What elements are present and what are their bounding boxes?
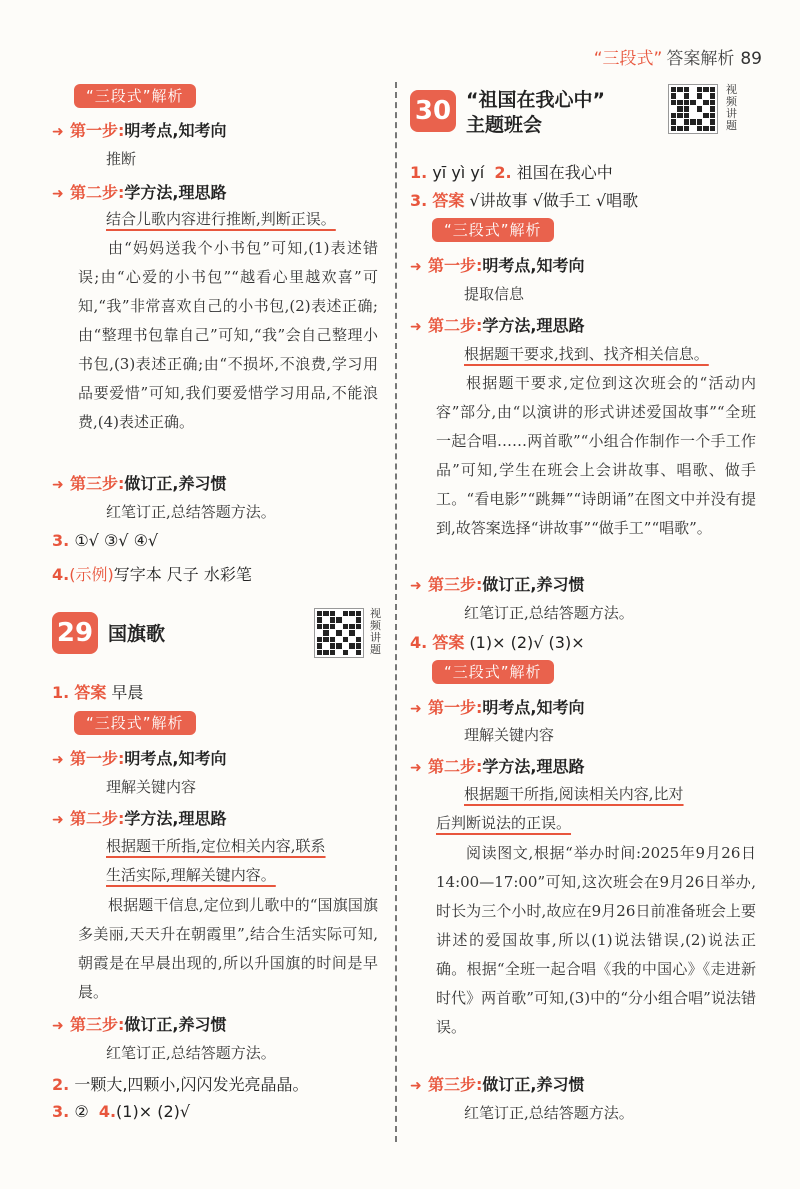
answer-3: 3. ①√ ③√ ④√	[52, 531, 159, 550]
lesson-30-answer-3: 3. 答案 √讲故事 √做手工 √唱歌	[410, 191, 639, 210]
page-header	[594, 44, 762, 69]
step-two-body: 根据题干所指,定位相关内容,联系	[106, 837, 326, 855]
step-two: ➜ 第二步:学方法,理思路	[410, 316, 585, 335]
step-one: ➜ 第一步:明考点,知考向	[410, 256, 585, 275]
step-two-body: 根据题干所指,阅读相关内容,比对	[464, 785, 684, 803]
lesson-29-answer-1: 1. 答案 早晨	[52, 683, 144, 702]
step-two-body: 根据题干要求,找到、找齐相关信息。	[464, 345, 709, 363]
lesson-29-answer-2: 2. 一颗大,四颗小,闪闪发光亮晶晶。	[52, 1075, 309, 1094]
column-divider	[395, 82, 397, 1142]
page-number: 89	[740, 49, 762, 69]
arrow-icon: ➜	[52, 186, 64, 202]
step-three-body: 红笔订正,总结答题方法。	[106, 503, 276, 521]
arrow-icon: ➜	[410, 319, 422, 335]
arrow-icon: ➜	[410, 578, 422, 594]
step-three-body: 红笔订正,总结答题方法。	[106, 1044, 276, 1062]
step-one-body: 理解关键内容	[464, 726, 555, 744]
arrow-icon: ➜	[52, 1018, 64, 1034]
lesson-30-answer-1-2: 1. yī yì yí 2. 祖国在我心中	[410, 163, 613, 182]
step-three-body: 红笔订正,总结答题方法。	[464, 604, 634, 622]
step-two-body: 结合儿歌内容进行推断,判断正误。	[106, 210, 336, 228]
lesson-30-number: 30	[410, 90, 456, 132]
step-one-body: 理解关键内容	[106, 778, 197, 796]
analysis-paragraph: 由“妈妈送我个小书包”可知,(1)表述错误;由“心爱的小书包”“越看心里越欢喜”可知,“我”非常喜欢自己的小书包,(2)表述正确;由“整理书包靠自己”可知,“我”会自己整理小书包,(3)表述正确;由“不损坏,不浪费,学习用品要爱惜”可知,我们要爱惜学习用品,不能浪费,(4)表述正确。	[78, 239, 378, 431]
qr-code-icon[interactable]	[668, 84, 718, 134]
analysis-badge: “三段式”解析	[432, 660, 554, 684]
arrow-icon: ➜	[52, 812, 64, 828]
step-two-body: 生活实际,理解关键内容。	[106, 866, 276, 884]
analysis-badge: “三段式”解析	[74, 84, 196, 108]
lesson-29-answer-3-4: 3. ② 4.(1)× (2)√	[52, 1102, 191, 1121]
step-two: ➜ 第二步:学方法,理思路	[52, 183, 227, 202]
analysis-badge: “三段式”解析	[432, 218, 554, 242]
analysis-paragraph: 阅读图文,根据“举办时间:2025年9月26日 14:00—17:00”可知,这次班会在9月26日举办,时长为三个小时,故应在9月26日前准备班会上要讲述的爱国故事,所以(1)说法错误,(2)说法正确。根据“全班一起合唱《我的中国心》《走进新时代》两首歌”可知,(3)中的“分小组合唱”说法错误。	[436, 844, 756, 1036]
arrow-icon: ➜	[52, 752, 64, 768]
step-three: ➜ 第三步:做订正,养习惯	[410, 1075, 585, 1094]
arrow-icon: ➜	[410, 760, 422, 776]
analysis-paragraph: 根据题干信息,定位到儿歌中的“国旗国旗多美丽,天天升在朝霞里”,结合生活实际可知,朝霞是在早晨出现的,所以升国旗的时间是早晨。	[78, 896, 378, 1001]
step-one: ➜ 第一步:明考点,知考向	[52, 121, 227, 140]
step-one: ➜ 第一步:明考点,知考向	[52, 749, 227, 768]
step-three: ➜ 第三步:做订正,养习惯	[52, 474, 227, 493]
step-three: ➜ 第三步:做订正,养习惯	[410, 575, 585, 594]
step-one-body: 提取信息	[464, 285, 525, 303]
qr-label: 视频讲题	[726, 83, 737, 132]
lesson-29-number: 29	[52, 612, 98, 654]
answer-4: 4.(示例)写字本 尺子 水彩笔	[52, 565, 252, 584]
lesson-29-title: 国旗歌	[108, 623, 166, 645]
lesson-30-title: “祖国在我心中” 主题班会	[466, 89, 605, 136]
step-three-body: 红笔订正,总结答题方法。	[464, 1104, 634, 1122]
header-title: 答案解析	[666, 49, 735, 69]
lesson-30-answer-4: 4. 答案 (1)× (2)√ (3)×	[410, 633, 585, 652]
step-one: ➜ 第一步:明考点,知考向	[410, 698, 585, 717]
qr-label: 视频讲题	[370, 607, 381, 656]
arrow-icon: ➜	[410, 1078, 422, 1094]
step-three: ➜ 第三步:做订正,养习惯	[52, 1015, 227, 1034]
analysis-paragraph: 根据题干要求,定位到这次班会的“活动内容”部分,由“以演讲的形式讲述爱国故事”“全班一起合唱……两首歌”“小组合作制作一个手工作品”可知,学生在班会上会讲故事、唱歌、做手工。“看电影”“跳舞”“诗朗诵”在图文中并没有提到,故答案选择“讲故事”“做手工”“唱歌”。	[436, 374, 756, 537]
step-two: ➜ 第二步:学方法,理思路	[410, 757, 585, 776]
arrow-icon: ➜	[410, 701, 422, 717]
header-tag: “三段式”	[593, 49, 663, 69]
step-one-body: 推断	[106, 150, 137, 168]
step-two-body: 后判断说法的正误。	[436, 814, 572, 832]
arrow-icon: ➜	[410, 259, 422, 275]
arrow-icon: ➜	[52, 477, 64, 493]
arrow-icon: ➜	[52, 124, 64, 140]
analysis-badge: “三段式”解析	[74, 711, 196, 735]
step-two: ➜ 第二步:学方法,理思路	[52, 809, 227, 828]
qr-code-icon[interactable]	[314, 608, 364, 658]
